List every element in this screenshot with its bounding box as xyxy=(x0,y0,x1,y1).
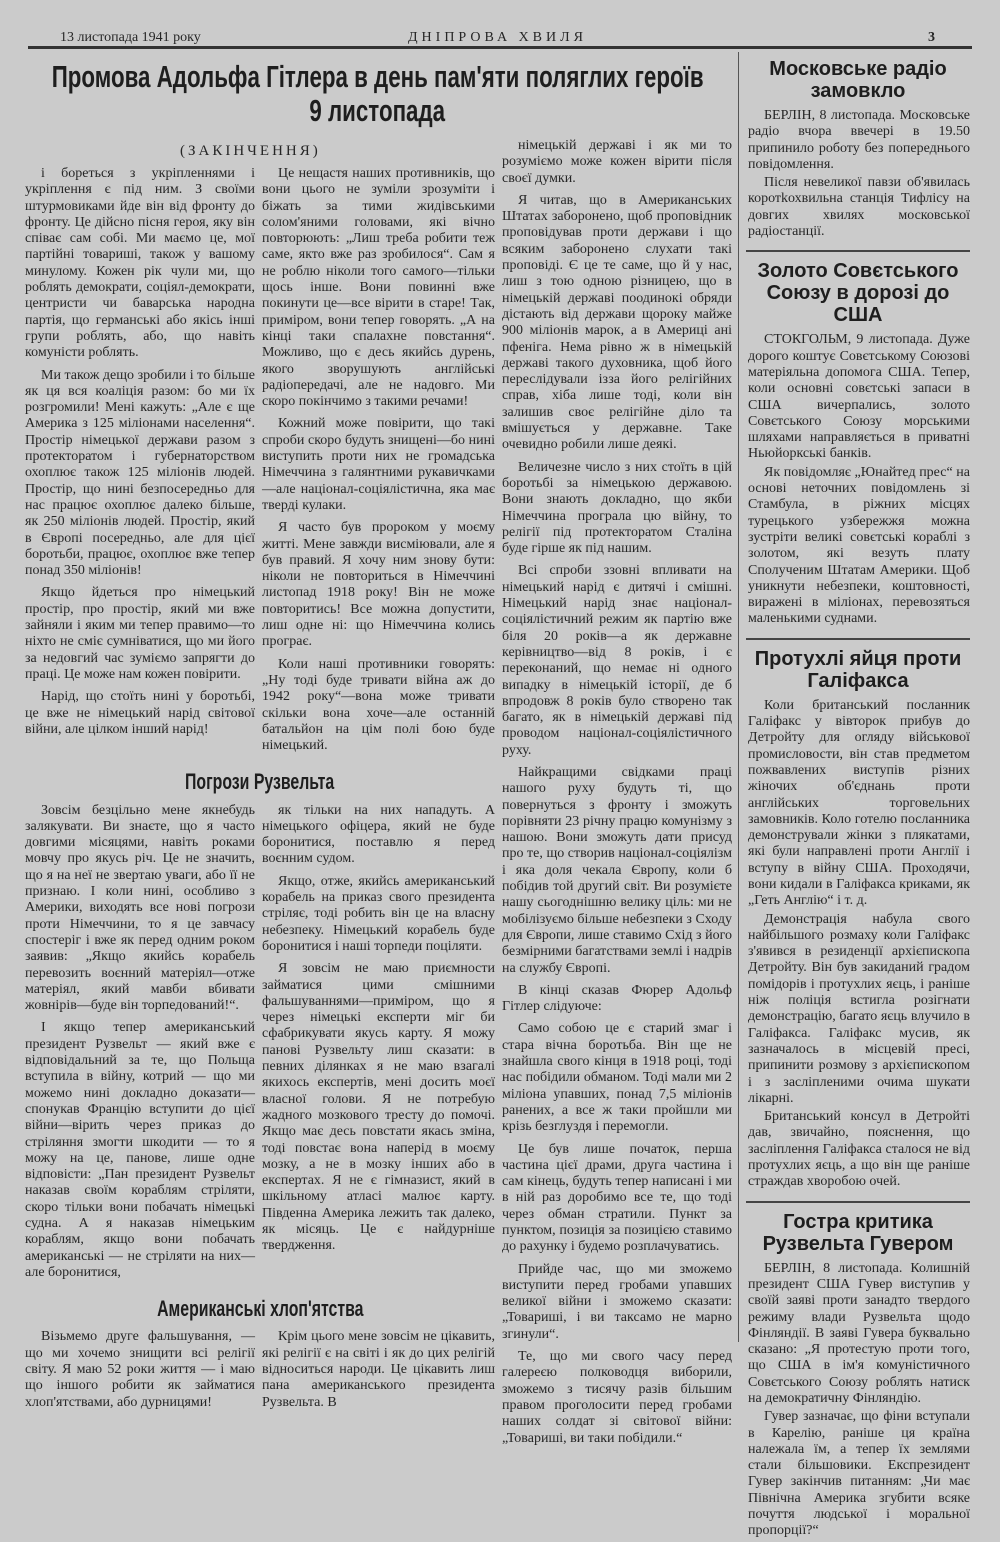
paragraph: Само собою це є старий змаг і стара вічна боротьба. Він ще не знайшла свого кінця в 1918 році, тоді нас побідили обманом. Тоді мали ми 2 міліона упавших, понад 7,5 міліонів ранених, а все ж таки пройшли ми крізь безглуздя і перемогли. xyxy=(502,1021,732,1135)
paragraph: Найкращими свідками праці нашого руху будуть ті, що повернуться з фронту і зможуть порівняти 23 річну працю комунізму з нашою. Вони зможуть дати присуд про те, що створив націонал-соціялізм і яка доля чекала Європу, коли б побідив той другий світ. Ви розумієте нашу сьогоднішню велику ціль: ми не мобілізуємо більше небезпеки з Сходу для Європи, лише ставимо Схід з його безмірними багатствами землі і надрів на службу Європі. xyxy=(502,764,732,976)
headline-text: Золото Совєтського Союзу в дорозі до США xyxy=(757,260,959,327)
sidebar-headline-hoover-criticism xyxy=(746,1211,970,1255)
sidebar-headline-soviet-gold xyxy=(746,260,970,326)
paragraph: Прийде час, що ми зможемо виступити перед гробами упавших великої війни і зможемо сказати: „Товариші, і ви таксамо не марно згинули“. xyxy=(502,1261,732,1342)
paragraph: Нарід, що стоїть нині у боротьбі, це вже не німецький нарід світової війни, але цілком інший нарід! xyxy=(25,689,255,737)
paragraph: Як повідомляє „Юнайтед прес“ на основі неточних повідомлень зі Стамбула, в ріжних місцях турецького узбережжя можна зустріти великі совєтські кораблі з золотом, які везуть плату Сполученим Штатам Америки. Щоб уникнути небезпеки, коштовності, виражені в міліонах, перевозяться маленькими суднами. xyxy=(748,464,970,627)
subtitle: (ЗАКІНЧЕННЯ) xyxy=(180,143,321,159)
sidebar-headline-rotten-eggs xyxy=(746,648,970,692)
paragraph: Величезне число з них стоїть в цій боротьбі за німецькою державою. Вони знають докладно, що якби Німеччина програла цю війну, то релігії під протекторатом Сталіна буде гірше як під нашим. xyxy=(502,459,732,557)
paragraph: Гувер зазначає, що фіни вступали в Карелію, раніше ця країна належала їм, а тепер їх землями стали більшовики. Експрезидент Гувер закінчив питанням: „Чи має Північна Америка згубити всяке почуття людської і моральної пропорції?“ xyxy=(748,1409,970,1539)
paragraph: Крім цього мене зовсім не цікавить, які релігії є на світі і як до цих релігій відноситься народи. Це цікавить лиш пана американського президента Рузвельта. В xyxy=(262,1329,495,1410)
roosevelt-column-2 xyxy=(262,803,495,1261)
issue-date: 13 листопада 1941 року xyxy=(60,30,201,45)
nonsense-column-1 xyxy=(25,1329,255,1416)
divider xyxy=(746,638,970,640)
paragraph: Якщо йдеться про німецький простір, про простір, який ми вже зайняли і яким ми тепер правимо—то ніхто не сміє сумніватися, що ми його за недовгий час зуміємо запрягти до праці. Це може нам кожен повірити. xyxy=(25,585,255,682)
sidebar-article-2 xyxy=(746,332,970,629)
newspaper-name: ДНІПРОВА ХВИЛЯ xyxy=(408,30,587,45)
column-divider xyxy=(738,52,739,1342)
paragraph: Ми також дещо зробили і то більше як ця вся коаліція разом: бо ми їх розгромили! Мені кажуть: „Але є ще Америка з 125 міліонами населення“. Простір німецької держави разом з протекторатом і губернаторством охоплює також 125 міліонів людей. Простір, що нині безпосередньо для нас працює охоплює далеко більше, як 250 міліонів людей. Простір, який в Європі посередньо, але для цієї боротьби, працює, охоплює вже тепер понад 350 міліонів! xyxy=(25,367,255,579)
section-heading-text: Погрози Рузвельта xyxy=(185,769,335,795)
paragraph: як тільки на них нападуть. А німецького офіцера, який не буде боронитися, поставлю я перед воєнним судом. xyxy=(262,802,495,867)
section-heading-american-nonsense xyxy=(25,1297,495,1321)
paragraph: німецькій державі і як ми то розуміємо може кожен вірити після своєї думки. xyxy=(502,138,732,186)
article-column-1 xyxy=(25,166,255,744)
paragraph: БЕРЛІН, 8 листопада. Колишній президент США Гувер виступив у своїй заяві проти занадто твердого режиму влади Рузвельта щодо Фінляндії. В заяві Гувера буквально сказано: „Я протестую проти того, що США в ім'я комуністичного Совєтського Союзу роблять натиск на демократичну Фінляндію. xyxy=(748,1260,970,1406)
paragraph: Всі спроби ззовні впливати на німецький нарід є дитячі і смішні. Німецький нарід знає націонал-соціялістичний режим як партію вже біля 20 років—а як державне керівництво—від 8 років, і є переконаний, що немає ні одного випадку в німецькій історії, де б впродовж 8 років було створено так багато, як в німецькій державі під проводом націонал-соціялістичного руху. xyxy=(502,563,732,758)
nonsense-column-2 xyxy=(262,1329,495,1416)
main-headline xyxy=(25,60,730,128)
paragraph: В кінці сказав Фюрер Адольф Гітлер слідуюче: xyxy=(502,982,732,1015)
main-article-left-area xyxy=(25,166,495,1417)
paragraph: Демонстрація набула свого найбільшого розмаху коли Галіфакс з'явився в резиденції архієпископа Детройту. Він був закиданий градом помідорів і протухлих яєць, і раніше ніж поліція встигла розігнати демонстрацію, багато яєць влучило в Галіфакса. Галіфакс мусив, як зазначалось в місцевій пресі, припинити розмову з архієпископом і з засліпленими очима шукати лікарні. xyxy=(748,911,970,1106)
headline-line-2: 9 листопада xyxy=(309,93,446,129)
paragraph: Я часто був пророком у моєму житті. Мене завжди висміювали, але я був правий. Я хочу ним знову бути: ніколи не повториться в Німеччині листопад 1918 року! Він не може повторитись! Все можна допустити, лиш одне ні: що Німеччина колись програє. xyxy=(262,520,495,650)
sidebar-article-3 xyxy=(746,698,970,1193)
article-column-2 xyxy=(262,166,495,760)
headline-text: Протухлі яйця проти Галіфакса xyxy=(754,647,962,692)
roosevelt-column-1 xyxy=(25,803,255,1288)
section-heading-text: Американські хлоп'ятства xyxy=(156,1296,364,1322)
page-number: 3 xyxy=(928,30,935,45)
paragraph: Те, що ми свого часу перед галереєю полководця виборили, зможемо з тисячу разів більшим правом проголосити перед гробами наших солдат зі світової війни: „Товариші, ви таки побідили.“ xyxy=(502,1349,732,1446)
header-rule xyxy=(28,46,972,49)
paragraph: Коли британський посланник Галіфакс у вівторок прибув до Детройту для огляду військової промисловости, він став предметом пожвавлених виступів різних жіночих об'єднань проти англійських торговельних замовників. Коло готелю посланника демонстрували жінки з плякатами, які були направлені проти Англії і вступу в війну США. Проходячи, вони кидали в Галіфакса криками, як „Геть Англію“ і т. д. xyxy=(748,697,970,909)
paragraph: Британський консул в Детройті дав, звичайно, пояснення, що засліплення Галіфакса сталося не від протухлих яєць, а що він ще раніше страждав хворобою очей. xyxy=(748,1109,970,1190)
divider xyxy=(746,1201,970,1203)
sidebar-article-4 xyxy=(746,1261,970,1542)
paragraph: СТОКГОЛЬМ, 9 листопада. Дуже дорого коштує Совєтському Союзові матеріяльна допомога США. Тепер, коли основні совєтські запаси в США вичерпались, золото Совєтського Союзу морськими шляхами направляється в приватні Ньюйоркські банків. xyxy=(748,332,970,462)
paragraph: Це був лише початок, перша частина цієї драми, друга частина і сам кінець, будуть тепер написані і ми в ній раз доробимо все те, що тоді через обман стратили. Пункт за пунктом, позиція за позицією ставимо до рахунку і будемо розплачуватись. xyxy=(502,1141,732,1255)
sidebar-news xyxy=(746,58,970,1542)
divider xyxy=(746,250,970,252)
paragraph: Кожний може повірити, що такі спроби скоро будуть знищені—бо нині виступить проти них не громадська Німеччина з галянтними рукавичками—але націонал-соціялістична, яка має тверді кулаки. xyxy=(262,416,495,513)
article-column-3 xyxy=(502,138,732,1453)
paragraph: БЕРЛІН, 8 листопада. Московське радіо вчора ввечері в 19.50 припинило роботу без попереднього повідомлення. xyxy=(748,108,970,172)
sidebar-headline-moscow-radio xyxy=(746,58,970,102)
headline-text: Гостра критика Рузвельта Гувером xyxy=(762,1210,954,1255)
paragraph: Зовсім безцільно мене якнебудь залякувати. Ви знаєте, що я часто довгими місяцями, навіть роками мовчу про якусь річ. Це не значить, що я на неї не звертаю уваги, або її не признаю. І коли нині, особливо з Америки, виходять все нові погрози проти Німеччини, то я це завчасу спостеріг і вже як перед одним роком заявив: „Якщо якийсь корабель перевозить воєнний матеріял—отже матеріял, який мавби вбивати жовнірів—буде він торпедований!“. xyxy=(25,802,255,1014)
section-heading-roosevelt-threats xyxy=(25,770,495,794)
paragraph: Я читав, що в Американських Штатах заборонено, щоб проповідник проповідував проти держави і що всяким заборонено слухати такі проповіді. Є це те саме, що й у нас, лиш з тою одною різницею, що в німецькій державі поодинокі обряди дістають від держави щороку майже 900 міліонів марок, а в Америці ані пфеніга. Нема рівно ж в німецькій державі такого духовника, щоб його переслідували ізза його релігійних справ, хіба лише тоді, коли він залишив своє релігійне діло та вмішується у державне. Таке очевидно робили лише деякі. xyxy=(502,192,732,453)
paragraph: Це нещастя наших противників, що вони цього не зуміли зрозуміти і біжать за тими жидівськими солом'яними головами, які вічно повторюють: „Лиш треба робити теж саме, якто вже раз зробилося“. Сам я не роблю ніколи того самого—тільки щось інше. Вони повинні вже покинути це—все вірити в старе! Так, приміром, вони тепер говорять. „А на кінці таки спалахне повстання“. Можливо, що є десь якийсь дурень, якого зворушують англійські радіопередачі, але не надовго. Ми скоро покінчимо з такими речами! xyxy=(262,166,495,410)
paragraph: Коли наші противники говорять: „Ну тоді буде тривати війна аж до 1942 року“—вона може тривати скільки вона хоче—але останній батальйон на цім полі бою буде німецький. xyxy=(262,656,495,754)
paragraph: і бореться з укріпленнями і укріплення є під ним. З своїми штурмовиками йде він від фронту до фронту. Це дійсно пісня героя, яку він співає сам собі. Ми маємо це, мої партійні товариші, також у вашому минулому. Кожен рік чули ми, що роблять демократи, соціял-демократи, центристи чи баварська народна партія, що германські або якісь інші групи роблять, або, що навіть комуністи роблять. xyxy=(25,166,255,361)
headline-line-1: Промова Адольфа Гітлера в день пам'яти поляглих героїв xyxy=(51,59,704,94)
paragraph: Я зовсім не маю приємности займатися цими смішними фальшуваннями—приміром, що я через німецькі експерти міг би сфабрикувати якусь карту. Я можу панові Рузвельту лиш сказати: в певних ділянках я не маю взагалі якихось експертів, мені досить моєї власної голови. Я не потребую жадного мозкового тресту до помочі. Якщо має десь повстати якась зміна, тоді повстає вона наперід в моєму мозку, а не в мозку інших або в експертах. Я не є гімназист, який в шкільному атласі малює карту. Південна Америка лежить так далеко, як місяць. Це є найдурніше твердження. xyxy=(262,961,495,1254)
paragraph: Візьмемо друге фальшування, — що ми хочемо знищити всі релігії світу. Я маю 52 роки життя — і маю що іншого робити як займатися хлоп'ятствами, або дурницями! xyxy=(25,1329,255,1410)
headline-text: Московське радіо замовкло xyxy=(769,58,947,102)
paragraph: І якщо тепер американський президент Рузвельт — який вже є відповідальний за те, що Польща вступила в війну, котрий — що ми можемо нині докладно доказати—спонукав Францію вступити до цієї війни—вірить через приказ до стріляння змогти шкодити — то я можу на це, панове, лише одне відповісти: „Пан президент Рузвельт наказав своїм кораблям стріляти, скоро тільки вони побачать німецькі судна. А я наказав німецьким кораблям, якщо вони побачать американські — не стріляти на них—але боронитися, xyxy=(25,1020,255,1280)
paragraph: Після невеликої павзи об'явилась коротkохвильна станція Тифлісу на довгих хвилях московської радіостанції. xyxy=(748,175,970,240)
paragraph: Якщо, отже, якийсь американський корабель на приказ свого президента стріляє, тоді робить він це на власну небезпеку. Німецький корабель буде боронитися і наші торпеди поціляти. xyxy=(262,873,495,954)
sidebar-article-1 xyxy=(746,108,970,242)
